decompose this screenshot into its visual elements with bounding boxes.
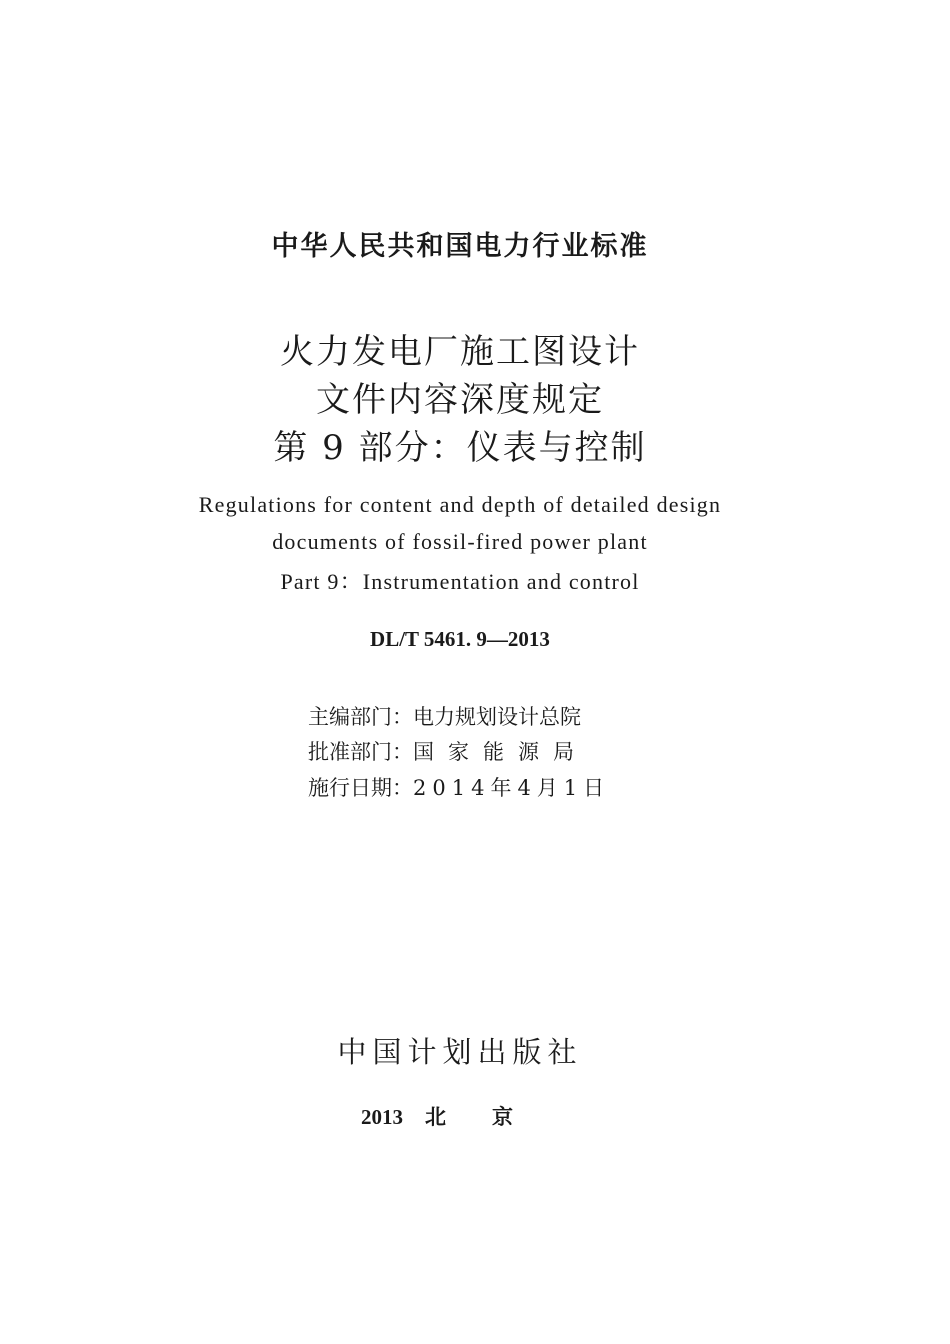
publisher-name: 中国计划出版社 xyxy=(337,1035,583,1069)
chinese-title-line-2: 文件内容深度规定 xyxy=(316,380,604,420)
publication-place xyxy=(0,1101,935,1131)
approver-department-row xyxy=(308,736,588,766)
effective-label: 施行日期： xyxy=(308,776,413,800)
editor-label: 主编部门： xyxy=(308,705,413,729)
publication-city: 北京 xyxy=(425,1105,559,1129)
chinese-title-line-1: 火力发电厂施工图设计 xyxy=(280,332,640,372)
standard-type-heading: 中华人民共和国电力行业标准 xyxy=(271,231,649,262)
editor-value: 电力规划设计总院 xyxy=(413,705,581,729)
english-title-line-3: Part 9：Instrumentation and control xyxy=(280,569,640,594)
chinese-title-line-3: 第 9 部分：仪表与控制 xyxy=(273,428,647,468)
english-title-line-1: Regulations for content and depth of detailed design xyxy=(198,492,722,517)
effective-value: 2014年4月1日 xyxy=(413,776,611,800)
effective-date-row xyxy=(308,772,610,802)
standard-code: DL/T 5461. 9—2013 xyxy=(370,627,550,651)
approver-label: 批准部门： xyxy=(308,740,413,764)
publication-year: 2013 xyxy=(361,1105,403,1129)
editor-department-row xyxy=(308,701,581,731)
approver-value: 国家能源局 xyxy=(413,740,588,764)
english-title-line-2: documents of fossil-fired power plant xyxy=(272,529,648,554)
